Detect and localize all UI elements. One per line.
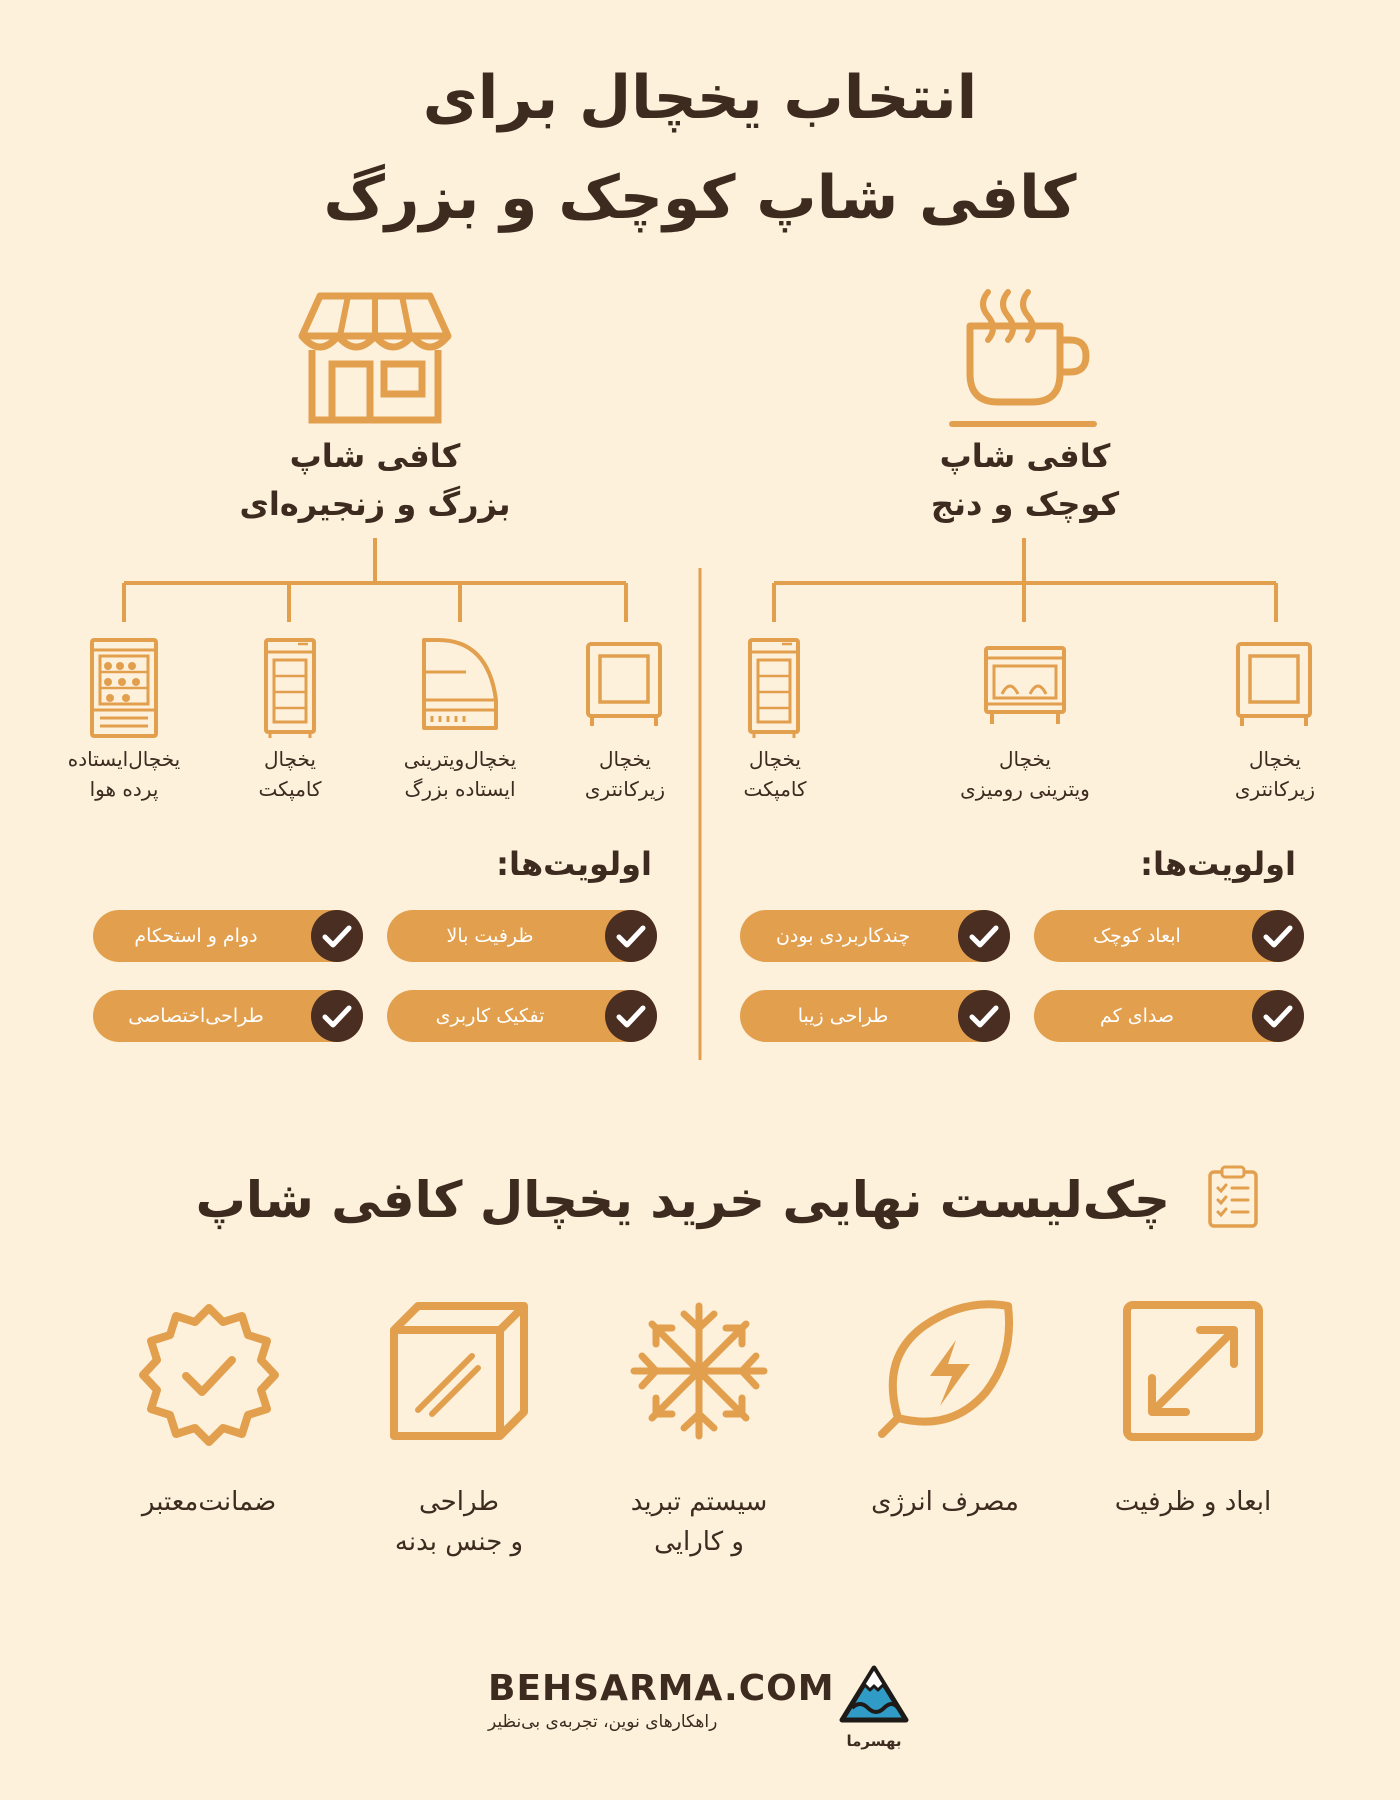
resize-icon (1122, 1300, 1264, 1442)
checklist-label-line-1: سیستم تبرید (630, 1487, 768, 1517)
priority-pill (387, 990, 657, 1042)
title-line-2: کافی شاپ کوچک و بزرگ (323, 163, 1077, 233)
brand-tagline: راهکارهای نوین، تجربه‌ی بی‌نظیر (488, 1712, 718, 1732)
large-shop-title-line-2: بزرگ و زنجیره‌ای (239, 485, 511, 523)
clipboard-icon (1206, 1164, 1260, 1230)
priority-pill (1034, 910, 1304, 962)
check-icon (605, 910, 657, 962)
air-curtain-fridge-icon (88, 636, 160, 740)
check-icon (311, 990, 363, 1042)
checklist-label-line-2: و کارایی (654, 1527, 744, 1557)
priority-label: دوام و استحکام (134, 925, 258, 947)
priority-label: طراحی زیبا (797, 1005, 889, 1027)
compact-fridge-icon (262, 636, 318, 740)
brand-name: BEHSARMA.COM (488, 1668, 835, 1709)
checklist-label-line-1: ضمانت‌معتبر (141, 1487, 277, 1517)
fridge-label-line-1: یخچال‌ایستاده (67, 747, 181, 771)
priority-pill (387, 910, 657, 962)
fridge-label-line-2: زیرکانتری (584, 777, 666, 801)
priority-label: صدای کم (1100, 1005, 1174, 1027)
fridge-label-line-2: کامپکت (743, 777, 807, 801)
priority-label: طراحی‌اختصاصی (128, 1005, 264, 1027)
check-icon (311, 910, 363, 962)
check-icon (1252, 910, 1304, 962)
large-shop-title-line-1: کافی شاپ (289, 437, 461, 475)
large-priorities-title: اولویت‌ها: (496, 845, 652, 883)
check-icon (605, 990, 657, 1042)
small-shop-title-line-1: کافی شاپ (939, 437, 1111, 475)
checklist-label-line-1: مصرف انرژی (871, 1487, 1019, 1517)
box-icon (388, 1300, 530, 1442)
checklist-label-3 (589, 1482, 809, 1562)
check-icon (958, 990, 1010, 1042)
large-fridge-label-2 (380, 744, 540, 804)
checklist-label-4 (349, 1482, 569, 1562)
undercounter-fridge-icon (1234, 640, 1314, 730)
checklist-label-2 (835, 1482, 1055, 1522)
logo-text: بهسرما (846, 1732, 902, 1750)
snowflake-icon (628, 1300, 770, 1442)
fridge-label-line-1: یخچال (998, 747, 1051, 771)
checklist-label-1 (1083, 1482, 1303, 1522)
priority-label: ابعاد کوچک (1093, 925, 1181, 947)
fridge-label-line-2: زیرکانتری (1234, 777, 1316, 801)
priority-pill (740, 910, 1010, 962)
check-icon (958, 910, 1010, 962)
small-fridge-label-1 (1210, 744, 1340, 804)
display-fridge-icon (420, 636, 500, 732)
countertop-display-icon (982, 644, 1068, 728)
small-fridge-label-3 (715, 744, 835, 804)
checklist-label-5 (99, 1482, 319, 1522)
checklist-title: چک‌لیست نهایی خرید یخچال کافی شاپ (195, 1171, 1170, 1229)
fridge-label-line-1: یخچال (263, 747, 316, 771)
energy-icon (874, 1300, 1016, 1442)
priority-pill (93, 910, 363, 962)
small-fridge-label-2 (930, 744, 1120, 804)
priority-pill (1034, 990, 1304, 1042)
small-priorities-title: اولویت‌ها: (1140, 845, 1296, 883)
fridge-label-line-2: کامپکت (258, 777, 322, 801)
fridge-label-line-1: یخچال (748, 747, 801, 771)
fridge-label-line-2: پرده هوا (89, 777, 159, 801)
warranty-badge-icon (136, 1302, 282, 1448)
compact-fridge-icon (746, 636, 802, 740)
large-fridge-label-4 (44, 744, 204, 804)
priority-label: ظرفیت بالا (446, 925, 534, 947)
priority-label: چندکاربردی بودن (775, 925, 911, 947)
fridge-label-line-1: یخچال (1248, 747, 1301, 771)
large-fridge-label-1 (560, 744, 690, 804)
checklist-label-line-1: طراحی (418, 1487, 499, 1517)
large-fridge-label-3 (230, 744, 350, 804)
checklist-label-line-2: و جنس بدنه (394, 1527, 524, 1557)
check-icon (1252, 990, 1304, 1042)
priority-pill (93, 990, 363, 1042)
fridge-label-line-1: یخچال (598, 747, 651, 771)
fridge-label-line-1: یخچال‌ویترینی (403, 747, 517, 771)
undercounter-fridge-icon (584, 640, 664, 730)
title-line-1: انتخاب یخچال برای (422, 63, 978, 133)
priority-pill (740, 990, 1010, 1042)
mountain-logo-icon (838, 1662, 910, 1734)
fridge-label-line-2: ویترینی رومیزی (960, 777, 1090, 801)
checklist-label-line-1: ابعاد و ظرفیت (1114, 1487, 1272, 1517)
fridge-label-line-2: ایستاده بزرگ (404, 777, 516, 801)
priority-label: تفکیک کاربری (435, 1005, 545, 1027)
small-shop-title-line-2: کوچک و دنج (930, 485, 1120, 523)
